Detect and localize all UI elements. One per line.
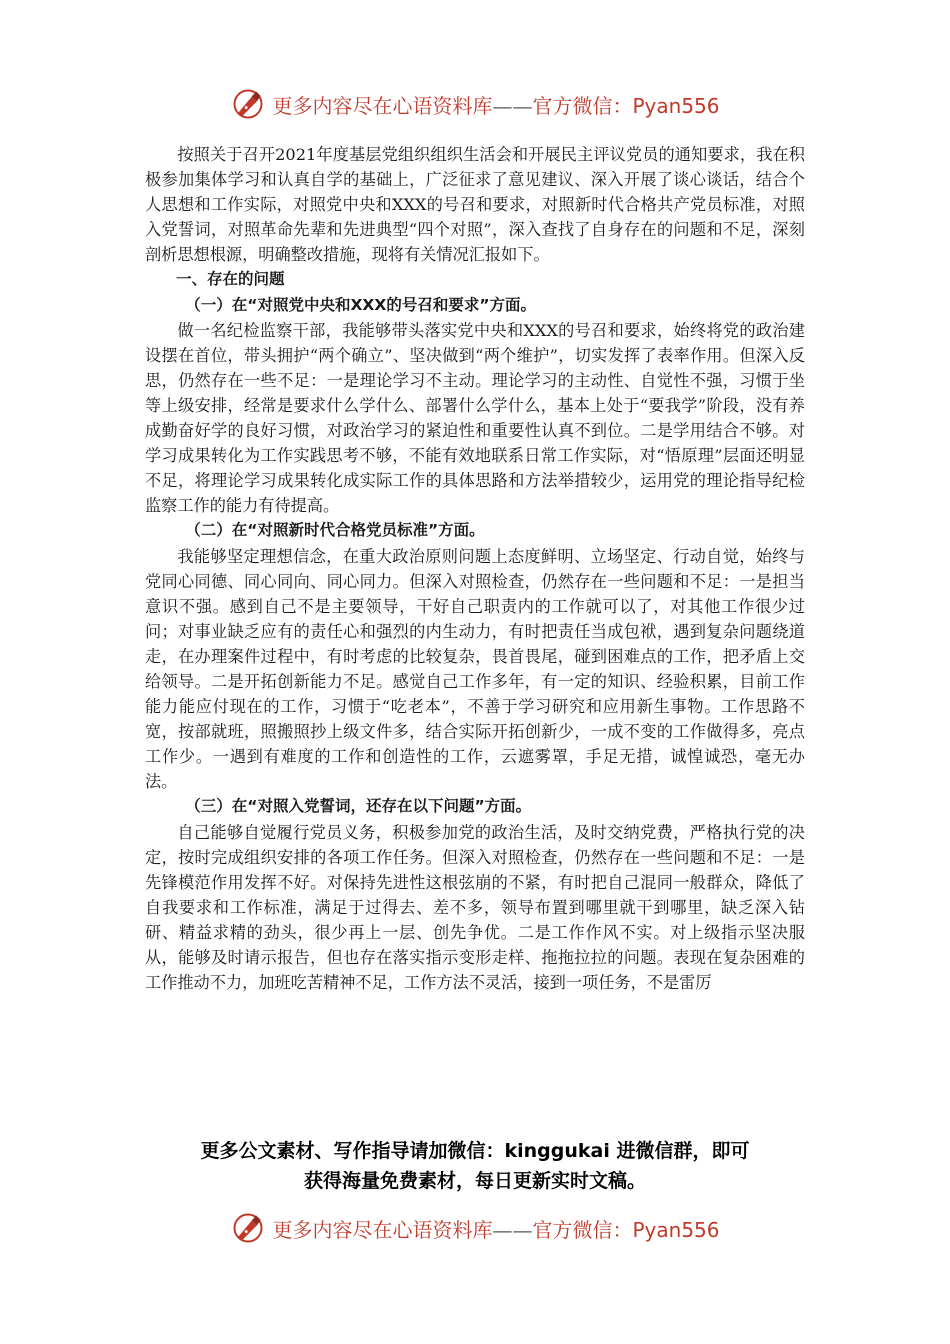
brand-separator: —— — [492, 1217, 533, 1242]
subsection-body-2: 我能够坚定理想信念，在重大政治原则问题上态度鲜明、立场坚定、行动自觉，始终与党同心同德、同心同向、同心同力。但深入对照检查，仍然存在一些问题和不足：一是担当意识不强。感到自己不是主要领导，干好自己职责内的工作就可以了，对其他工作很少过问；对事业缺乏应有的责任心和强烈的内生动力，有时把责任当成包袱，遇到复杂问题绕道走，在办理案件过程中，有时考虑的比较复杂，畏首畏尾，碰到困难点的工作，把矛盾上交给领导。二是开拓创新能力不足。感觉自己工作多年，有一定的知识、经验积累，目前工作能力能应付现在的工作，习惯于“吃老本”，不善于学习研究和应用新生事物。工作思路不宽，按部就班，照搬照抄上级文件多，结合实际开拓创新少，一成不变的工作做得多，亮点工作少。一遇到有难度的工作和创造性的工作，云遮雾罩，手足无措，诚惶诚恐，毫无办法。 — [145, 546, 805, 792]
pen-nib-icon — [230, 1210, 266, 1246]
header-brand-banner — [0, 82, 950, 126]
subsection-body-1: 做一名纪检监察干部，我能够带头落实党中央和XXX的号召和要求，始终将党的政治建设摆在首位，带头拥护“两个确立”、坚决做到“两个维护”，切实发挥了表率作用。但深入反思，仍然存在一些不足：一是理论学习不主动。理论学习的主动性、自觉性不强，习惯于坐等上级安排，经常是要求什么学什么、部署什么学什么，基本上处于“要我学”阶段，没有养成勤奋好学的良好习惯，对政治学习的紧迫性和重要性认真不到位。二是学用结合不够。对学习成果转化为工作实践思考不够，不能有效地联系日常工作实际，对“悟原理”层面还明显不足，将理论学习成果转化成实际工作的具体思路和方法举措较少，运用党的理论指导纪检监察工作的能力有待提高。 — [145, 320, 805, 516]
section-heading-problems: 一、存在的问题 — [176, 270, 285, 289]
promo-notice-line-1: 更多公文素材、写作指导请加微信：kinggukai 进微信群，即可 — [200, 1140, 750, 1162]
subsection-heading-2: （二）在“对照新时代合格党员标准”方面。 — [185, 521, 485, 540]
brand-wechat-id: Pyan556 — [632, 93, 720, 118]
brand-text — [272, 90, 719, 119]
subsection-heading-3: （三）在“对照入党誓词，还存在以下问题”方面。 — [185, 797, 532, 816]
promo-notice — [100, 1136, 850, 1196]
brand-wechat-label: 官方微信： — [532, 93, 633, 118]
intro-paragraph: 按照关于召开2021年度基层党组织组织生活会和开展民主评议党员的通知要求，我在积极参加集体学习和认真自学的基础上，广泛征求了意见建议、深入开展了谈心谈话，结合个人思想和工作实际，对照党中央和XXX的号召和要求，对照新时代合格共产党员标准，对照入党誓词，对照革命先辈和先进典型“四个对照”，深入查找了自身存在的问题和不足，深刻剖析思想根源，明确整改措施，现将有关情况汇报如下。 — [145, 145, 805, 265]
subsection-body-3: 自己能够自觉履行党员义务，积极参加党的政治生活，及时交纳党费，严格执行党的决定，按时完成组织安排的各项工作任务。但深入对照检查，仍然存在一些问题和不足：一是先锋模范作用发挥不好。对保持先进性这根弦崩的不紧，有时把自己混同一般群众，降低了自我要求和工作标准，满足于过得去、差不多，领导布置到哪里就干到哪里，缺乏深入钻研、精益求精的劲头，很少再上一层、创先争优。二是工作作风不实。对上级指示坚决服从，能够及时请示报告，但也存在落实指示变形走样、拖拖拉拉的问题。表现在复杂困难的工作推动不力，加班吃苦精神不足，工作方法不灵活，接到一项任务，不是雷厉 — [145, 822, 805, 993]
subsection-heading-1: （一）在“对照党中央和XXX的号召和要求”方面。 — [185, 295, 537, 314]
pen-nib-icon — [230, 86, 266, 122]
article-body — [145, 142, 805, 995]
brand-wechat-label: 官方微信： — [532, 1217, 633, 1242]
promo-notice-line-2: 获得海量免费素材，每日更新实时文稿。 — [303, 1170, 646, 1192]
brand-title: 更多内容尽在心语资料库 — [272, 1217, 493, 1242]
brand-separator: —— — [492, 93, 533, 118]
footer-brand-banner — [0, 1206, 950, 1250]
brand-wechat-id: Pyan556 — [632, 1217, 720, 1242]
brand-text — [272, 1214, 719, 1243]
brand-title: 更多内容尽在心语资料库 — [272, 93, 493, 118]
